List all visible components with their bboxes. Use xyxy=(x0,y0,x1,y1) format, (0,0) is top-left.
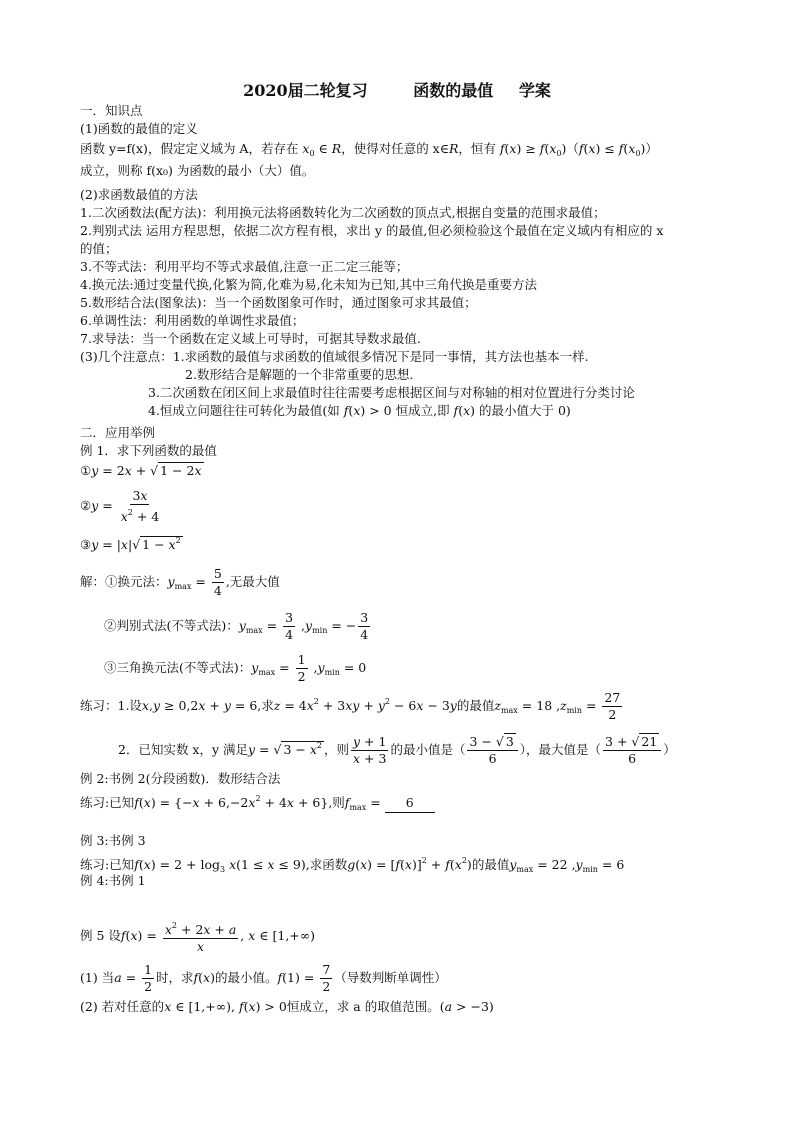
practice-3: 练习:已知$f(x) = \{-x + 6,-2x^2 + 4x + 6\}$,则$f_{max} = 6$ xyxy=(80,790,794,817)
definition-line-1: 函数 y=f(x)，假定定义域为 A，若存在 $x_0$ ∈ R，使得对任意的 x∈R，恒有 $f(x) \ge f(x_0)(f(x) \le f(x_0))$ xyxy=(80,141,658,158)
method-4: 4.换元法:通过变量代换,化繁为简,化难为易,化未知为已知,其中三角代换是重要方法 xyxy=(80,277,538,292)
title-part-2: 函数的最值 xyxy=(413,81,494,100)
example-1-item-3: ③y = |x|√ $1 - x^2$ xyxy=(80,536,181,552)
page-title xyxy=(0,78,794,101)
section-2-heading: 二．应用举例 xyxy=(80,425,156,440)
example-3: 例 3:书例 3 xyxy=(80,833,146,848)
example-5: 例 5 设f(x) = $\frac{x^2 + 2x + a}{x}$ , x ∈ [1,+∞) xyxy=(80,918,794,955)
section-1-heading: 一．知识点 xyxy=(80,103,143,118)
methods-heading: (2)求函数最值的方法 xyxy=(80,187,198,202)
example-1-item-1: ①y = 2x + √ 1 − 2x xyxy=(80,463,202,478)
question-1: (1) 当a = $\frac{1}{2}$ 时，求f(x)的最小值。f(1) = $\frac{7}{2}$ （导数判断单调性） xyxy=(80,962,447,994)
practice-2: 2．已知实数 x，y 满足y = √ $3 - x^2$ ，则 $\frac{y + 1}{x + 3}$ 的最小值是（ $\frac{3 - √ 3}{6}$ ），最大值是（ $\frac{3 + √ 21}{6}$ ） xyxy=(118,734,676,766)
example-1-heading: 例 1．求下列函数的最值 xyxy=(80,443,217,458)
note-2: 2.数形结合是解题的一个非常重要的思想. xyxy=(185,367,414,382)
note-1: (3)几个注意点：1.求函数的最值与求函数的值域很多情况下是同一事情，其方法也基本一样. xyxy=(80,349,589,364)
definition-line-2: 成立，则称 f(x₀) 为函数的最小（大）值。 xyxy=(80,163,315,178)
method-6: 6.单调性法：利用函数的单调性求最值； xyxy=(80,313,305,328)
method-1: 1.二次函数法(配方法)：利用换元法将函数转化为二次函数的顶点式,根据自变量的范围求最值； xyxy=(80,205,606,220)
method-2a: 2.判别式法 运用方程思想，依据二次方程有根，求出 y 的最值,但必须检验这个最值在定义域内有相应的 x xyxy=(80,223,664,238)
solution-1: 解：①换元法：$y_{max}$ = $\frac{5}{4}$ ,无最大值 xyxy=(80,566,280,598)
example-1-item-2: ②y = $\frac{3x}{x^2 + 4}$ xyxy=(80,488,160,524)
method-3: 3.不等式法：利用平均不等式求最值,注意一正二定三能等； xyxy=(80,259,409,274)
method-7: 7.求导法：当一个函数在定义域上可导时，可据其导数求最值. xyxy=(80,331,421,346)
method-2b: 的值； xyxy=(80,241,118,256)
practice-4: 练习:已知$f(x) = 2 + \log_3 x(1 \le x \le 9)$,求函数$g(x) = [f(x)]^2 + f(x^2)$的最值$y_{max} = 22$ $,y_{min} = 6$ xyxy=(80,856,625,874)
practice-1: 练习：1.设x,y ≥ 0,2x + y = 6,求$z = 4x^2 + 3xy + y^2 - 6x - 3y$的最值$z_{max} = 18$ $,z_{min}$ = $\frac{27}{2}$ xyxy=(80,690,621,722)
example-4: 例 4:书例 1 xyxy=(80,873,146,888)
answer-blank: 6 xyxy=(385,794,435,813)
definition-heading: (1)函数的最值的定义 xyxy=(80,121,198,136)
question-2: (2) 若对任意的x ∈ [1,+∞), f(x) > 0恒成立，求 a 的取值范围。(a > −3) xyxy=(80,999,494,1014)
solution-3: ③三角换元法(不等式法)：$y_{max}$ = $\frac{1}{2}$ $,y_{min} = 0$ xyxy=(104,652,367,684)
note-3: 3.二次函数在闭区间上求最值时往往需要考虑根据区间与对称轴的相对位置进行分类讨论 xyxy=(148,385,635,400)
note-4: 4.恒成立问题往往可转化为最值(如 f(x) > 0 恒成立,即 f(x) 的最小值大于 0) xyxy=(148,403,571,418)
title-part-3: 学案 xyxy=(518,81,551,100)
solution-2: ②判别式法(不等式法)：$y_{max}$ = $\frac{3}{4}$ $,y_{min}$ = − $\frac{3}{4}$ xyxy=(104,610,369,642)
method-5: 5.数形结合法(图象法)：当一个函数图象可作时，通过图象可求其最值； xyxy=(80,295,477,310)
example-2: 例 2:书例 2(分段函数)．数形结合法 xyxy=(80,771,281,786)
title-part-1: 2020届二轮复习 xyxy=(243,81,368,100)
